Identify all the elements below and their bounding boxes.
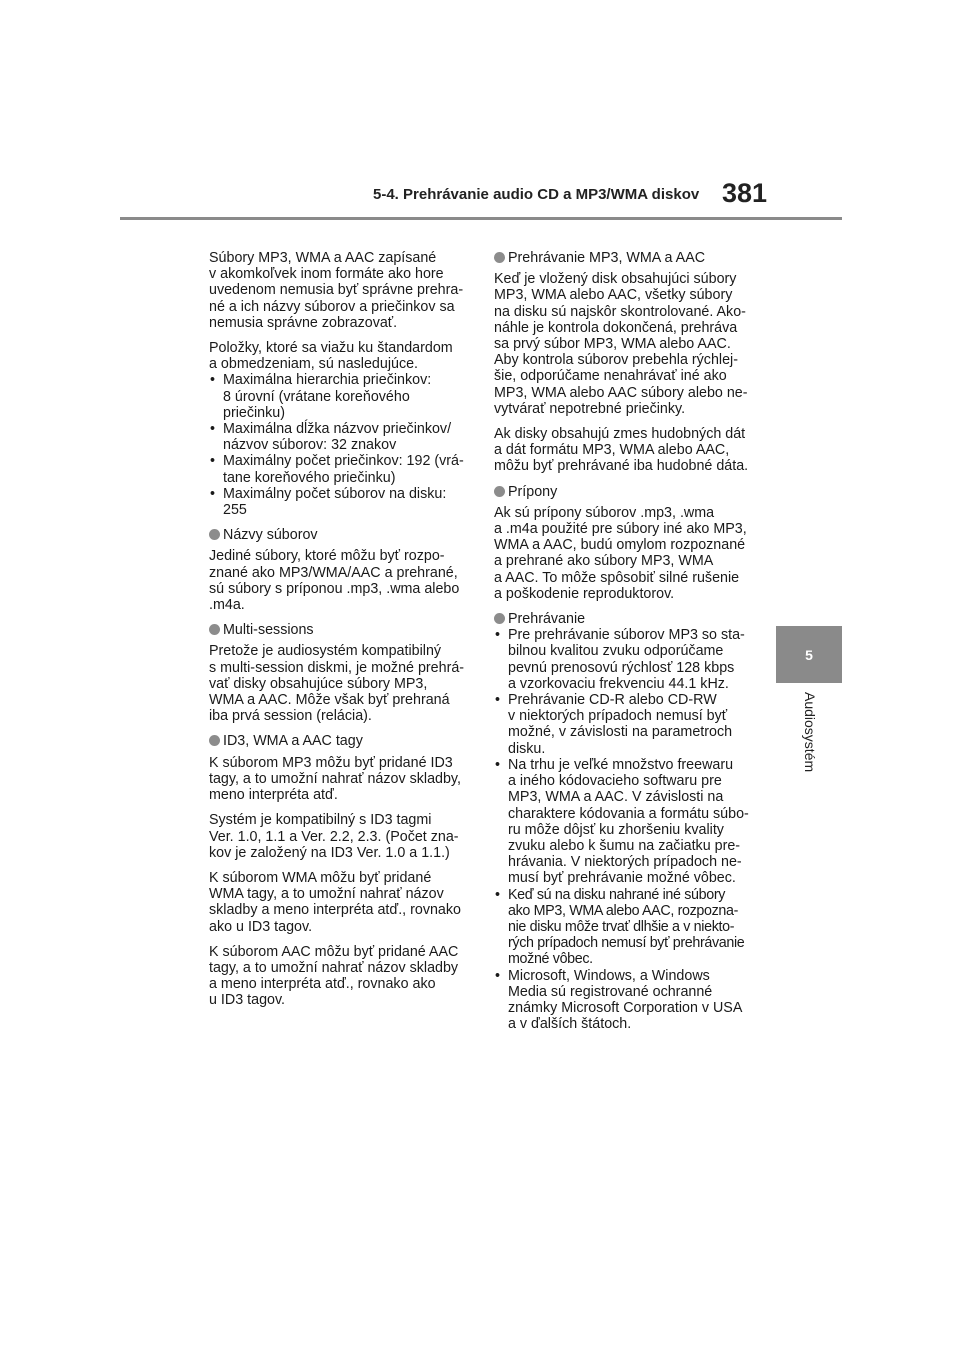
section-title: 5-4. Prehrávanie audio CD a MP3/WMA diskov bbox=[373, 186, 700, 203]
playback-paragraph-2: Ak disky obsahujú zmes hudobných dát a dát formátu MP3, WMA alebo AAC, môžu byť prehrávané iba hudobné dáta. bbox=[494, 426, 749, 475]
left-column bbox=[209, 250, 467, 1018]
bullet-circle-icon bbox=[494, 252, 505, 263]
bullet-circle-icon bbox=[494, 486, 505, 497]
id3-paragraph-4: K súborom AAC môžu byť pridané AAC tagy, a to umožní nahrať názov skladby a meno interpréta atď., rovnako ako u ID3 tagov. bbox=[209, 943, 459, 1009]
bullet-circle-icon bbox=[209, 624, 220, 635]
play-notes-list bbox=[494, 627, 752, 1032]
heading-text: ID3, WMA a AAC tagy bbox=[223, 733, 363, 750]
playback-paragraph-1: Keď je vložený disk obsahujúci súbory MP3, WMA alebo AAC, všetky súbory na disku sú najskôr skontrolované. Ako- náhle je kontrola dokončená, prehráva sa prvý súbor MP3, WMA alebo AAC. Aby kontrola súborov prebehla rýchlej- šie, odporúčame nenahrávať iné ako MP3, WMA alebo AAC súbory alebo ne- vytvárať nepotrebné priečinky. bbox=[494, 271, 748, 417]
file-names-heading bbox=[209, 527, 467, 543]
file-names-paragraph: Jediné súbory, ktoré môžu byť rozpo- znané ako MP3/WMA/AAC a prehrané, sú súbory s príponou .mp3, .wma alebo .m4a. bbox=[209, 548, 460, 614]
list-item: • Prehrávanie CD-R alebo CD-RW v niektorých prípadoch nemusí byť možné, v závislosti na parametroch disku. bbox=[494, 692, 752, 757]
chapter-label: Audiosystém bbox=[802, 692, 818, 773]
list-item: • Microsoft, Windows, a Windows Media sú registrované ochranné známky Microsoft Corporation v USA a v ďalších štátoch. bbox=[494, 968, 752, 1033]
chapter-tab bbox=[776, 626, 842, 683]
list-item: • Maximálna dĺžka názvov priečinkov/ názvov súborov: 32 znakov bbox=[209, 421, 467, 453]
id3-heading bbox=[209, 733, 467, 749]
page-number: 381 bbox=[722, 178, 768, 208]
id3-paragraph-2: Systém je kompatibilný s ID3 tagmi Ver. 1.0, 1.1 a Ver. 2.2, 2.3. (Počet zna- kov je založený na ID3 Ver. 1.0 a 1.1.) bbox=[209, 812, 459, 861]
extensions-paragraph: Ak sú prípony súborov .mp3, .wma a .m4a použité pre súbory iné ako MP3, WMA a AAC, budú omylom rozpoznané a prehrané ako súbory MP3, WMA a AAC. To môže spôsobiť silné rušenie a poškodenie reproduktorov. bbox=[494, 504, 747, 602]
intro-paragraph-2: Položky, ktoré sa viažu ku štandardom a obmedzeniam, sú nasledujúce. bbox=[209, 340, 453, 373]
id3-paragraph-1: K súborom MP3 môžu byť pridané ID3 tagy, a to umožní nahrať názov skladby, meno interpréta atď. bbox=[209, 754, 461, 804]
list-item: • Pre prehrávanie súborov MP3 so sta- bilnou kvalitou zvuku odporúčame pevnú prenosovú rýchlosť 128 kbps a vzorkovaciu frekvenciu 44.1 kHz. bbox=[494, 627, 752, 692]
list-item: • Maximálny počet priečinkov: 192 (vrá- tane koreňového priečinku) bbox=[209, 453, 467, 485]
play-heading bbox=[494, 611, 752, 627]
heading-text: Názvy súborov bbox=[223, 527, 318, 544]
list-item: • Maximálny počet súborov na disku: 255 bbox=[209, 486, 467, 518]
heading-text: Prehrávanie MP3, WMA a AAC bbox=[508, 250, 706, 266]
intro-paragraph-1: Súbory MP3, WMA a AAC zapísané v akomkoľvek inom formáte ako hore uvedenom nemusia byť správne prehra- né a ich názvy súborov a priečinkov sa nemusia správne zobrazovať. bbox=[209, 250, 464, 331]
multisession-paragraph: Pretože je audiosystém kompatibilný s multi-session diskmi, je možné prehrá- vať disky obsahujúce súbory MP3, WMA a AAC. Môže však byť prehraná iba prvá session (relácia). bbox=[209, 643, 465, 725]
multisession-heading bbox=[209, 622, 467, 638]
bullet-circle-icon bbox=[209, 735, 220, 746]
extensions-heading bbox=[494, 484, 752, 500]
header-divider bbox=[120, 217, 842, 220]
list-item: • Na trhu je veľké množstvo freewaru a iného kódovacieho softwaru pre MP3, WMA a AAC. V závislosti na charaktere kódovania a formátu súbo- ru môže dôjsť ku zhoršeniu kvality zvuku alebo k šumu na začiatku pre- hrávania. V niektorých prípadoch ne- musí byť prehrávanie možné vôbec. bbox=[494, 757, 752, 887]
limits-list bbox=[209, 372, 467, 518]
heading-text: Multi-sessions bbox=[223, 622, 314, 639]
heading-text: Prehrávanie bbox=[508, 611, 586, 628]
list-item: • Keď sú na disku nahrané iné súbory ako MP3, WMA alebo AAC, rozpozna- nie disku môže trvať dlhšie a v niekto- rých prípadoch nemusí byť prehrávanie možné vôbec. bbox=[494, 887, 752, 968]
heading-text: Prípony bbox=[508, 483, 558, 500]
playback-heading bbox=[494, 250, 752, 266]
bullet-circle-icon bbox=[494, 613, 505, 624]
chapter-number: 5 bbox=[805, 646, 813, 663]
right-column bbox=[494, 250, 752, 1041]
id3-paragraph-3: K súborom WMA môžu byť pridané WMA tagy, a to umožní nahrať názov skladby a meno interpréta atď., rovnako ako u ID3 tagov. bbox=[209, 869, 461, 935]
bullet-circle-icon bbox=[209, 529, 220, 540]
list-item: • Maximálna hierarchia priečinkov: 8 úrovní (vrátane koreňového priečinku) bbox=[209, 372, 467, 421]
